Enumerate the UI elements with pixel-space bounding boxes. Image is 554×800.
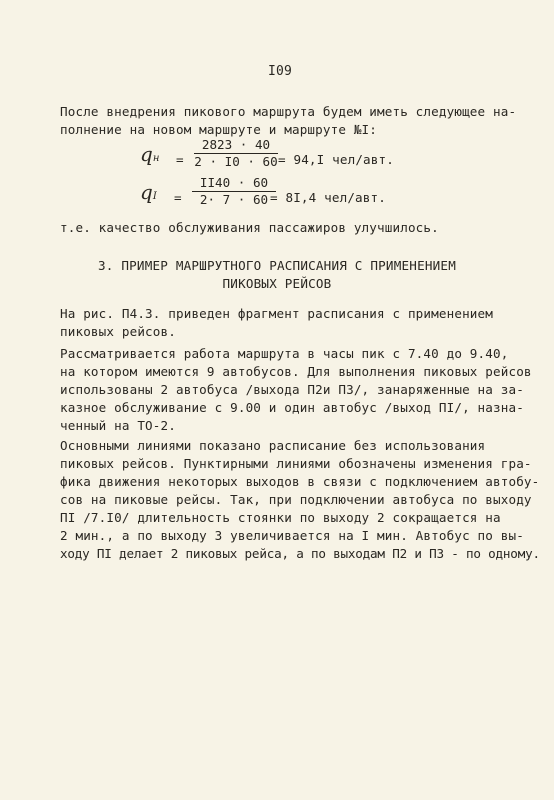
document-page: I09 После внедрения пикового маршрута будем иметь следующее на- полнение на новом маршруте и маршруте №I: qн = $\frac{2823 \cdot 40}{2 \cdot I0 \cdot 60}$ = 94,I чел/авт. qI = $\frac{II40 \cdot 60}{2\cdot 7 \cdot 60}$ = 8I,4 чел/авт. т.е. качество обслуживания пассажиров улучшилось. 3. ПРИМЕР МАРШРУТНОГО РАСПИСАНИЯ С ПРИМЕНЕНИЕМ ПИКОВЫХ РЕЙСОВ На рис. П4.3. приведен фрагмент расписания с применением пиковых рейсов. Рассматривается работа маршрута в часы пик с 7.40 до 9.40, на котором имеются 9 автобусов. Для выполнения пиковых рейсов использованы 2 автобуса /выхода П2и П3/, занаряженные на за- казное обслуживание с 9.00 и один автобус /выход ПI/, назна- ченный на ТО-2. Основными линиями показано расписание без использования пиковых рейсов. Пунктирными линиями обозначены изменения гра- фика движения некоторых выходов в связи с подключением автобу- сов на пиковые рейсы. Так, при подключении автобуса по выходу ПI /7.I0/ длительность стоянки по выходу 2 сокращается на 2 мин., а по выходу 3 увеличивается на I мин. Автобус по вы- ходу ПI делает 2 пиковых рейса, а по выходам П2 и П3 - по одному. [0,0,554,800]
intro-line-1: После внедрения пикового маршрута будем иметь следующее на- [60,104,517,119]
formula-qi-numerator: II40 · 60 [192,175,276,192]
paragraph-line: Рассматривается работа маршрута в часы пик с 7.40 до 9.40, [60,346,509,361]
paragraph-line: пиковых рейсов. Пунктирными линиями обозначены изменения гра- [60,456,532,471]
paragraph-line: ходу ПI делает 2 пиковых рейса, а по выходам П2 и П3 - по одному. [60,546,540,561]
formula-qn-numerator: 2823 · 40 [194,137,278,154]
paragraph-line: казное обслуживание с 9.00 и один автобус /выход ПI/, назна- [60,400,524,415]
formula-qn-symbol: qн [140,142,160,166]
formula-qi-subscript: I [152,191,157,202]
paragraph-line: ченный на ТО-2. [60,418,176,433]
formula-qi-result: = 8I,4 чел/авт. [270,190,386,205]
formula-qi-symbol: qI [140,180,157,204]
paragraph-line: Основными линиями показано расписание без использования [60,438,486,453]
formula-qi-fraction [192,175,276,207]
paragraph-line: фика движения некоторых выходов в связи с подключением автобу- [60,474,540,489]
formula-qi-denominator: 2· 7 · 60 [199,192,269,207]
paragraph-line: на котором имеются 9 автобусов. Для выполнения пиковых рейсов [60,364,532,379]
formula-qn-denominator: 2 · I0 · 60 [194,154,278,169]
paragraph-line: 2 мин., а по выходу 3 увеличивается на I мин. Автобус по вы- [60,528,524,543]
paragraph-line: пиковых рейсов. [60,324,176,339]
paragraph-line: использованы 2 автобуса /выхода П2и П3/, занаряженные на за- [60,382,524,397]
conclusion-line: т.е. качество обслуживания пассажиров улучшилось. [60,220,439,235]
paragraph-line: сов на пиковые рейсы. Так, при подключении автобуса по выходу [60,492,532,507]
paragraph-line: ПI /7.I0/ длительность стоянки по выходу 2 сокращается на [60,510,501,525]
section-heading-line-1: 3. ПРИМЕР МАРШРУТНОГО РАСПИСАНИЯ С ПРИМЕНЕНИЕМ [98,258,456,273]
formula-qn-result: = 94,I чел/авт. [278,152,394,167]
formula-qn-fraction [194,137,278,169]
formula-qn-subscript: н [152,153,160,164]
page-number: I09 [268,64,292,79]
paragraph-line: На рис. П4.3. приведен фрагмент расписания с применением [60,306,493,321]
intro-line-2: полнение на новом маршруте и маршруте №I: [60,122,378,137]
section-heading-line-2: ПИКОВЫХ РЕЙСОВ [222,276,332,291]
